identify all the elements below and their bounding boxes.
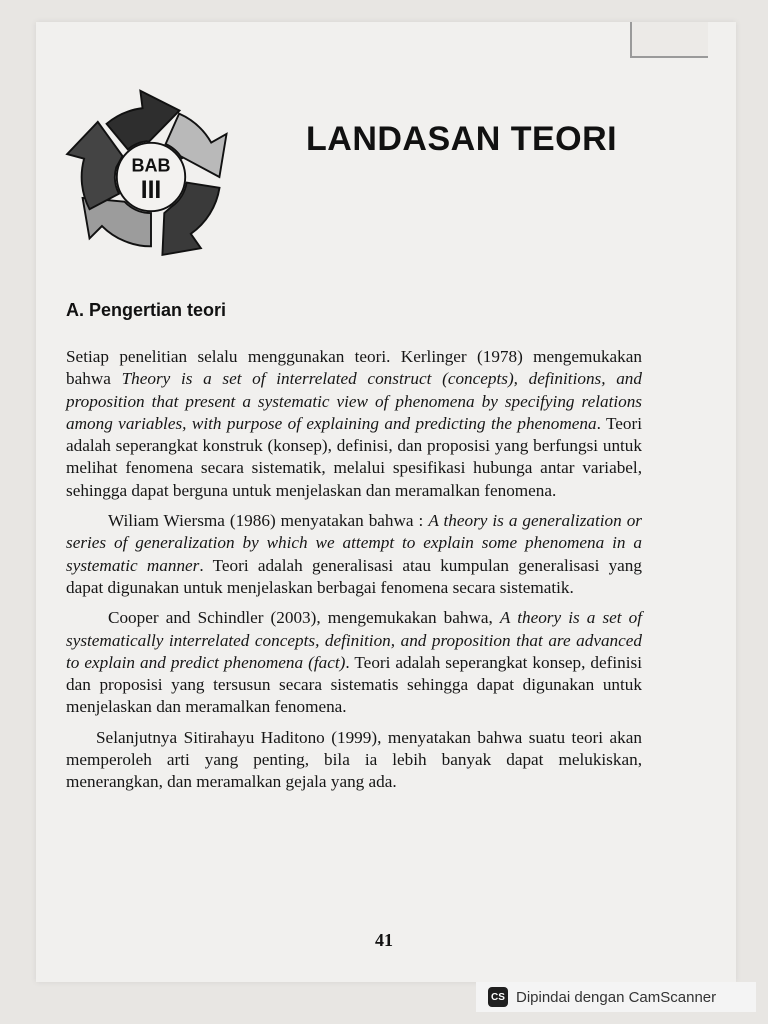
page-corner-tab: [630, 22, 708, 58]
paragraph-text: . Teori adalah seperangkat konstruk (konsep), definisi, dan proposisi yang berfungsi untuk melihat fenomena secara sistematik, melalui spesifikasi hubunga antar variabel, sehingga dapat berguna untuk menjelaskan dan meramalkan fenomena.: [66, 413, 642, 500]
paragraph-text: . Teori adalah seperangkat konsep, definisi dan proposisi yang tersusun secara sistematis sehingga dapat digunakan untuk menjelaskan dan meramalkan fenomena.: [66, 652, 642, 717]
scanner-watermark-text: Dipindai dengan CamScanner: [516, 988, 717, 1006]
paragraph-cooper-schindler: [66, 607, 642, 718]
paragraph-wiersma: [66, 510, 642, 599]
chapter-title: LANDASAN TEORI: [306, 120, 618, 158]
english-quote: A theory is a generalization or series of generalization by which we attempt to explain some phenomena in a systematic manner: [66, 511, 642, 575]
scanner-watermark: [476, 982, 756, 1012]
paragraph-text: Setiap penelitian selalu menggunakan teori. Kerlinger (1978) mengemukakan bahwa: [66, 347, 642, 389]
paragraph-text: Wiliam Wiersma (1986) menyatakan bahwa :: [108, 511, 429, 531]
logo-text-bab: BAB: [131, 155, 171, 176]
page-number: 41: [375, 930, 393, 950]
english-quote: A theory is a set of systematically interrelated concepts, definition, and proposition that are advanced to explain and predict phenomena (fact): [66, 608, 642, 672]
paragraph-text: Cooper and Schindler (2003), mengemukakan bahwa,: [108, 608, 500, 628]
section-heading: A. Pengertian teori: [66, 300, 227, 320]
paragraph-kerlinger: [66, 346, 642, 502]
paragraph-text: . Teori adalah generalisasi atau kumpulan generalisasi yang dapat digunakan untuk menjelaskan berbagai fenomena secara sistematik.: [66, 555, 642, 597]
cycle-arrows-icon: [56, 82, 246, 272]
body-text: [66, 346, 642, 802]
paragraph-haditono: [66, 727, 642, 794]
english-quote: Theory is a set of interrelated construct (concepts), definitions, and proposition that present a systematic view of phenomena by specifying relations among variables, with purpose of explaining and predicting the phenomena: [66, 369, 642, 433]
logo-text-number: III: [140, 176, 162, 204]
chapter-logo: [56, 82, 246, 272]
camscanner-icon: CS: [488, 987, 508, 1007]
paragraph-text: Selanjutnya Sitirahayu Haditono (1999), menyatakan bahwa suatu teori akan memperoleh arti yang penting, bila ia lebih banyak dapat melukiskan, menerangkan, dan meramalkan gejala yang ada.: [66, 727, 642, 792]
